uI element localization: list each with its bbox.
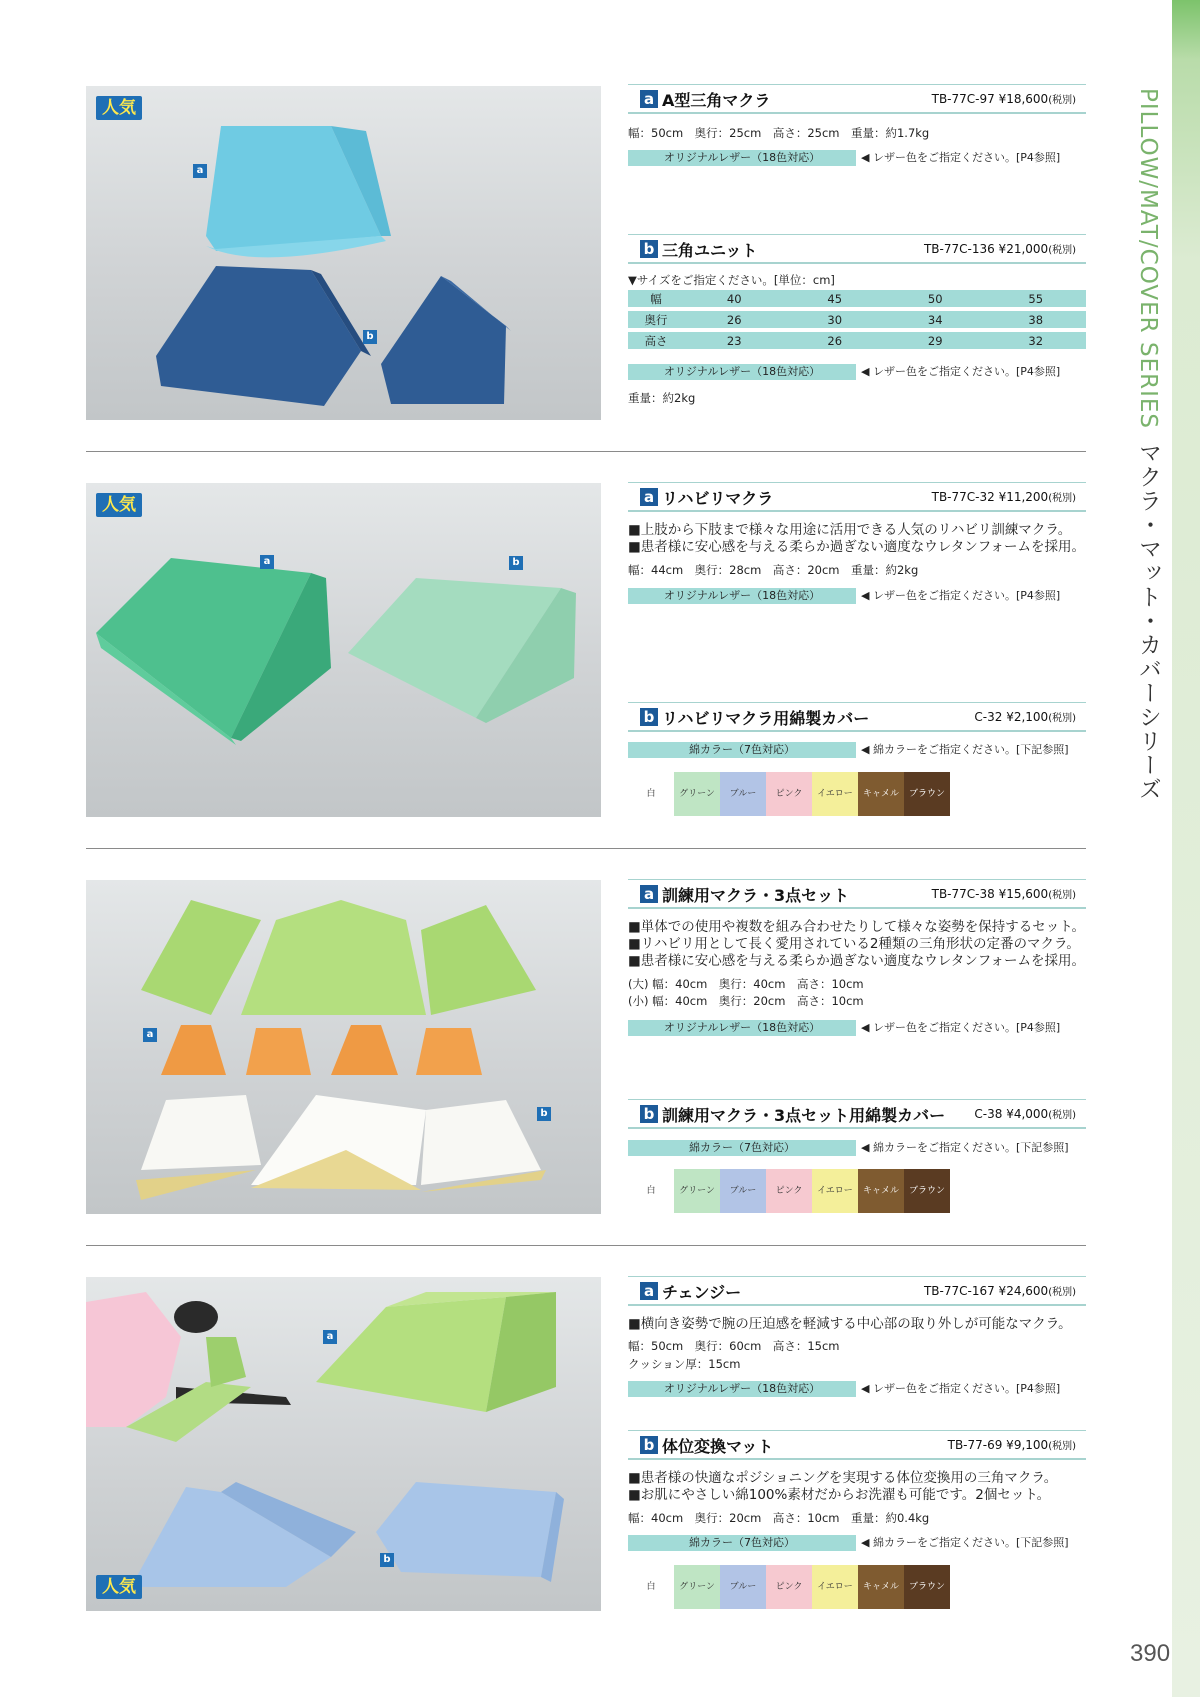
- option-leather-note: ◀ レザー色をご指定ください。[P4参照]: [861, 365, 1061, 378]
- tag-a: a: [323, 1330, 337, 1344]
- product-position-change-mat: [628, 1430, 1086, 1620]
- color-swatches: [628, 772, 950, 816]
- option-cotton-note: ◀ 綿カラーをご指定ください。[下記参照]: [861, 743, 1069, 756]
- product-code-price-text: TB-77-69 ¥9,100: [947, 1438, 1049, 1452]
- product-description: ■上肢から下肢まで様々な用途に活用できる人気のリハビリ訓練マクラ。: [628, 522, 1072, 538]
- popular-badge: 人気: [96, 96, 142, 120]
- tax-label: (税別): [1048, 245, 1076, 256]
- size-cell: 26: [785, 332, 886, 349]
- swatch-pink: ピンク: [766, 772, 812, 816]
- series-title-jp: マクラ・マット・カバーシリーズ: [1135, 441, 1161, 801]
- product-code-price-text: TB-77C-136 ¥21,000: [923, 242, 1049, 256]
- swatch-yellow: イエロー: [812, 772, 858, 816]
- product-letter: b: [640, 1436, 658, 1454]
- tag-b: b: [537, 1107, 551, 1121]
- product-description: ■単体での使用や複数を組み合わせたりして様々な姿勢を保持するセット。: [628, 919, 1086, 935]
- tax-label: (税別): [1048, 493, 1076, 504]
- size-cell: 23: [684, 332, 785, 349]
- tax-label: (税別): [1048, 1110, 1076, 1121]
- size-cell: 32: [986, 332, 1087, 349]
- product-dimensions: 幅：50cm 奥行：60cm 高さ：15cm: [628, 1339, 840, 1353]
- product-header: [628, 482, 1086, 512]
- product-code-price-text: C-32 ¥2,100: [974, 710, 1049, 724]
- tag-b: b: [380, 1553, 394, 1567]
- product-photo-changey-and-mat: [86, 1277, 601, 1611]
- side-color-bar: [1172, 0, 1200, 1697]
- size-row-height: [628, 332, 1086, 349]
- product-description: ■患者様に安心感を与える柔らか過ぎない適度なウレタンフォームを採用。: [628, 953, 1086, 969]
- swatch-blue: ブルー: [720, 1169, 766, 1213]
- swatch-white: 白: [628, 1169, 674, 1213]
- product-code-price: [974, 1106, 1076, 1121]
- product-name: 訓練用マクラ・3点セット: [662, 886, 850, 905]
- option-cotton-note: ◀ 綿カラーをご指定ください。[下記参照]: [861, 1141, 1069, 1154]
- swatch-pink: ピンク: [766, 1169, 812, 1213]
- color-swatches: [628, 1169, 950, 1213]
- option-leather-box: オリジナルレザー（18色対応）: [628, 364, 856, 380]
- popular-badge: 人気: [96, 1575, 142, 1599]
- product-changey: [628, 1276, 1086, 1396]
- size-cell: 40: [684, 290, 785, 307]
- popular-badge: 人気: [96, 493, 142, 517]
- option-cotton-box: 綿カラー（7色対応）: [628, 1535, 856, 1551]
- product-code-price: [932, 886, 1076, 901]
- size-table: [628, 286, 1086, 353]
- product-header: [628, 879, 1086, 909]
- product-weight: 重量：約2kg: [628, 391, 696, 405]
- swatch-yellow: イエロー: [812, 1565, 858, 1609]
- size-row-width: [628, 290, 1086, 307]
- product-dimensions: 幅：44cm 奥行：28cm 高さ：20cm 重量：約2kg: [628, 563, 919, 577]
- product-name: A型三角マクラ: [662, 91, 771, 110]
- product-description: ■患者様の快適なポジショニングを実現する体位変換用の三角マクラ。: [628, 1470, 1058, 1486]
- swatch-brown: ブラウン: [904, 1169, 950, 1213]
- swatch-green: グリーン: [674, 1169, 720, 1213]
- tax-label: (税別): [1048, 1441, 1076, 1452]
- product-training-pillow-set: [628, 879, 1086, 1039]
- size-label: 高さ: [628, 332, 684, 349]
- product-name: リハビリマクラ: [662, 489, 774, 508]
- product-dimensions-small: (小) 幅：40cm 奥行：20cm 高さ：10cm: [628, 994, 864, 1008]
- size-cell: 34: [885, 311, 986, 328]
- product-dimensions: 幅：40cm 奥行：20cm 高さ：10cm 重量：約0.4kg: [628, 1511, 930, 1525]
- section-divider: [86, 848, 1086, 849]
- product-letter: a: [640, 90, 658, 108]
- product-letter: b: [640, 708, 658, 726]
- option-row: [628, 588, 1086, 604]
- product-description: ■お肌にやさしい綿100%素材だからお洗濯も可能です。2個セット。: [628, 1487, 1051, 1503]
- size-row-depth: [628, 311, 1086, 328]
- series-title-en: PILLOW/MAT/COVER SERIES: [1135, 88, 1161, 429]
- product-letter: b: [640, 240, 658, 258]
- product-name: 体位変換マット: [662, 1437, 774, 1456]
- product-description: ■患者様に安心感を与える柔らか過ぎない適度なウレタンフォームを採用。: [628, 539, 1086, 555]
- option-leather-box: オリジナルレザー（18色対応）: [628, 1020, 856, 1036]
- product-letter: a: [640, 488, 658, 506]
- option-row: [628, 742, 1086, 758]
- product-letter: a: [640, 885, 658, 903]
- option-leather-note: ◀ レザー色をご指定ください。[P4参照]: [861, 151, 1061, 164]
- section-divider: [86, 451, 1086, 452]
- product-triangle-unit: [628, 234, 1086, 414]
- option-cotton-box: 綿カラー（7色対応）: [628, 1140, 856, 1156]
- option-row: [628, 1140, 1086, 1156]
- photo-illustration: [86, 483, 601, 817]
- option-row: [628, 1381, 1086, 1397]
- product-code-price-text: TB-77C-38 ¥15,600: [931, 887, 1049, 901]
- series-title: [1128, 88, 1168, 1088]
- size-cell: 50: [885, 290, 986, 307]
- product-code-price-text: TB-77C-32 ¥11,200: [931, 490, 1049, 504]
- size-note: ▼サイズをご指定ください。[単位：cm]: [628, 273, 835, 287]
- product-photo-training-pillow-set: [86, 880, 601, 1214]
- product-code-price: [974, 709, 1076, 724]
- photo-illustration: [86, 880, 601, 1214]
- option-leather-note: ◀ レザー色をご指定ください。[P4参照]: [861, 1021, 1061, 1034]
- swatch-green: グリーン: [674, 1565, 720, 1609]
- product-name: リハビリマクラ用綿製カバー: [662, 709, 870, 728]
- product-code-price-text: TB-77C-97 ¥18,600: [931, 92, 1049, 106]
- product-header: [628, 84, 1086, 114]
- swatch-brown: ブラウン: [904, 772, 950, 816]
- swatch-blue: ブルー: [720, 772, 766, 816]
- option-cotton-note: ◀ 綿カラーをご指定ください。[下記参照]: [861, 1536, 1069, 1549]
- swatch-blue: ブルー: [720, 1565, 766, 1609]
- product-photo-triangle-pillows: [86, 86, 601, 420]
- product-letter: b: [640, 1105, 658, 1123]
- option-row: [628, 150, 1086, 166]
- photo-illustration: [86, 1277, 601, 1611]
- size-label: 奥行: [628, 311, 684, 328]
- product-dimensions-large: (大) 幅：40cm 奥行：40cm 高さ：10cm: [628, 977, 864, 991]
- product-header: [628, 1099, 1086, 1129]
- swatch-camel: キャメル: [858, 1169, 904, 1213]
- product-rehab-pillow: [628, 482, 1086, 602]
- swatch-white: 白: [628, 1565, 674, 1609]
- product-dimensions: 幅：50cm 奥行：25cm 高さ：25cm 重量：約1.7kg: [628, 126, 930, 140]
- product-name: チェンジー: [662, 1283, 742, 1302]
- product-rehab-pillow-cover: [628, 702, 1086, 822]
- product-code-price: [948, 1437, 1076, 1452]
- product-code-price: [924, 1283, 1076, 1298]
- product-description: ■横向き姿勢で腕の圧迫感を軽減する中心部の取り外しが可能なマクラ。: [628, 1316, 1072, 1332]
- photo-illustration: [86, 86, 601, 420]
- section-divider: [86, 1245, 1086, 1246]
- option-row: [628, 1535, 1086, 1551]
- product-name: 三角ユニット: [662, 241, 758, 260]
- swatch-camel: キャメル: [858, 1565, 904, 1609]
- product-a-type-triangle-pillow: [628, 84, 1086, 194]
- product-code-price: [932, 489, 1076, 504]
- product-header: [628, 702, 1086, 732]
- option-leather-note: ◀ レザー色をご指定ください。[P4参照]: [861, 1382, 1061, 1395]
- size-cell: 55: [986, 290, 1087, 307]
- swatch-pink: ピンク: [766, 1565, 812, 1609]
- size-label: 幅: [628, 290, 684, 307]
- product-header: [628, 1430, 1086, 1460]
- product-code-price-text: TB-77C-167 ¥24,600: [923, 1284, 1049, 1298]
- color-swatches: [628, 1565, 950, 1609]
- tag-a: a: [193, 164, 207, 178]
- product-photo-rehab-pillows: [86, 483, 601, 817]
- tag-b: b: [509, 556, 523, 570]
- option-leather-box: オリジナルレザー（18色対応）: [628, 1381, 856, 1397]
- tag-a: a: [260, 555, 274, 569]
- product-cushion-thickness: クッション厚：15cm: [628, 1357, 741, 1371]
- tax-label: (税別): [1048, 713, 1076, 724]
- tag-b: b: [363, 330, 377, 344]
- swatch-yellow: イエロー: [812, 1169, 858, 1213]
- size-cell: 30: [785, 311, 886, 328]
- product-description: ■リハビリ用として長く愛用されている2種類の三角形状の定番のマクラ。: [628, 936, 1080, 952]
- product-header: [628, 234, 1086, 264]
- option-row: [628, 364, 1086, 380]
- page-number: 390: [1130, 1640, 1171, 1667]
- product-code-price-text: C-38 ¥4,000: [974, 1107, 1049, 1121]
- option-leather-box: オリジナルレザー（18色対応）: [628, 150, 856, 166]
- size-cell: 26: [684, 311, 785, 328]
- product-code-price: [924, 241, 1076, 256]
- product-letter: a: [640, 1282, 658, 1300]
- tax-label: (税別): [1048, 890, 1076, 901]
- size-cell: 45: [785, 290, 886, 307]
- swatch-green: グリーン: [674, 772, 720, 816]
- product-code-price: [932, 91, 1076, 106]
- tax-label: (税別): [1048, 1287, 1076, 1298]
- option-leather-note: ◀ レザー色をご指定ください。[P4参照]: [861, 589, 1061, 602]
- product-training-pillow-cover: [628, 1099, 1086, 1219]
- product-header: [628, 1276, 1086, 1306]
- tax-label: (税別): [1048, 95, 1076, 106]
- size-cell: 29: [885, 332, 986, 349]
- product-name: 訓練用マクラ・3点セット用綿製カバー: [662, 1106, 946, 1125]
- option-cotton-box: 綿カラー（7色対応）: [628, 742, 856, 758]
- tag-a: a: [143, 1028, 157, 1042]
- option-leather-box: オリジナルレザー（18色対応）: [628, 588, 856, 604]
- swatch-white: 白: [628, 772, 674, 816]
- swatch-brown: ブラウン: [904, 1565, 950, 1609]
- swatch-camel: キャメル: [858, 772, 904, 816]
- size-cell: 38: [986, 311, 1087, 328]
- option-row: [628, 1020, 1086, 1036]
